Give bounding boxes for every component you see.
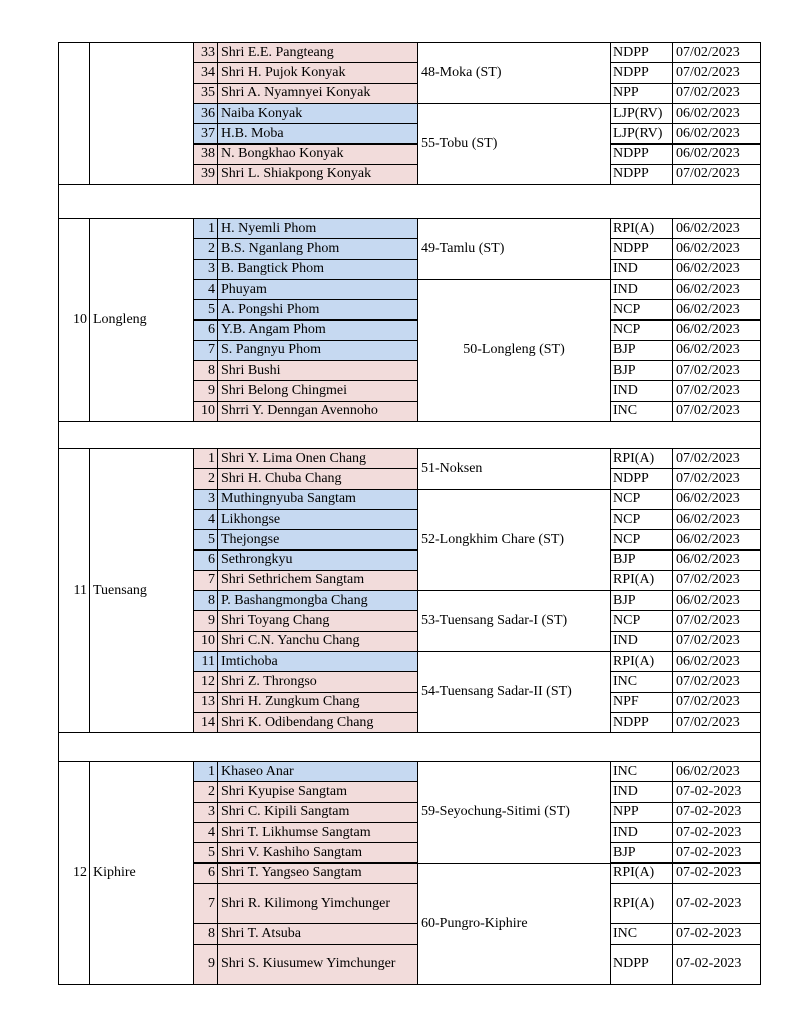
constituency-name: 55-Tobu (ST) bbox=[417, 103, 611, 185]
nomination-date: 06/02/2023 bbox=[672, 590, 761, 611]
candidate-name: Imtichoba bbox=[217, 651, 418, 672]
serial-number: 8 bbox=[193, 923, 218, 944]
nomination-date: 06/02/2023 bbox=[672, 340, 761, 361]
serial-number: 6 bbox=[193, 320, 218, 341]
party-name: RPI(A) bbox=[610, 570, 673, 591]
party-name: INC bbox=[610, 923, 673, 944]
serial-number: 9 bbox=[193, 380, 218, 401]
candidate-name: Sethrongkyu bbox=[217, 550, 418, 571]
party-name: IND bbox=[610, 781, 673, 802]
serial-number: 9 bbox=[193, 610, 218, 631]
serial-number: 3 bbox=[193, 489, 218, 510]
constituency-name: 60-Pungro-Kiphire bbox=[417, 863, 611, 986]
party-name: NPP bbox=[610, 83, 673, 104]
candidate-name: P. Bashangmongba Chang bbox=[217, 590, 418, 611]
nomination-date: 07-02-2023 bbox=[672, 863, 761, 884]
party-name: BJP bbox=[610, 340, 673, 361]
candidate-name: Shri Sethrichem Sangtam bbox=[217, 570, 418, 591]
serial-number: 37 bbox=[193, 123, 218, 144]
candidate-name: Likhongse bbox=[217, 509, 418, 530]
serial-number: 8 bbox=[193, 590, 218, 611]
serial-number: 5 bbox=[193, 529, 218, 550]
candidate-name: Shri T. Atsuba bbox=[217, 923, 418, 944]
serial-number: 7 bbox=[193, 340, 218, 361]
candidate-name: Shri H. Chuba Chang bbox=[217, 468, 418, 489]
candidate-name: Shri Bushi bbox=[217, 360, 418, 381]
nomination-date: 07/02/2023 bbox=[672, 401, 761, 422]
serial-number: 4 bbox=[193, 509, 218, 530]
candidate-name: Shri A. Nyamnyei Konyak bbox=[217, 83, 418, 104]
district-name: Kiphire bbox=[89, 761, 194, 985]
candidate-name: B.S. Nganlang Phom bbox=[217, 238, 418, 259]
party-name: NDPP bbox=[610, 944, 673, 986]
serial-number: 39 bbox=[193, 164, 218, 185]
candidate-name: Shri C.N. Yanchu Chang bbox=[217, 631, 418, 652]
serial-number: 2 bbox=[193, 781, 218, 802]
serial-number: 13 bbox=[193, 692, 218, 713]
party-name: NPP bbox=[610, 802, 673, 823]
nomination-date: 07/02/2023 bbox=[672, 62, 761, 83]
nomination-date: 07/02/2023 bbox=[672, 164, 761, 185]
nomination-date: 07/02/2023 bbox=[672, 468, 761, 489]
nomination-date: 06/02/2023 bbox=[672, 550, 761, 571]
party-name: IND bbox=[610, 259, 673, 280]
party-name: INC bbox=[610, 671, 673, 692]
party-name: RPI(A) bbox=[610, 448, 673, 469]
nomination-date: 06/02/2023 bbox=[672, 103, 761, 124]
nomination-date: 06/02/2023 bbox=[672, 238, 761, 259]
candidate-name: S. Pangnyu Phom bbox=[217, 340, 418, 361]
candidate-name: Naiba Konyak bbox=[217, 103, 418, 124]
serial-number: 3 bbox=[193, 802, 218, 823]
party-name: NPF bbox=[610, 692, 673, 713]
nomination-date: 07-02-2023 bbox=[672, 923, 761, 944]
party-name: LJP(RV) bbox=[610, 123, 673, 144]
party-name: BJP bbox=[610, 590, 673, 611]
candidate-name: Thejongse bbox=[217, 529, 418, 550]
serial-number: 1 bbox=[193, 761, 218, 782]
nomination-date: 07/02/2023 bbox=[672, 570, 761, 591]
serial-number: 14 bbox=[193, 712, 218, 733]
nomination-date: 06/02/2023 bbox=[672, 144, 761, 165]
serial-number: 9 bbox=[193, 944, 218, 986]
party-name: INC bbox=[610, 761, 673, 782]
candidate-name: Shri L. Shiakpong Konyak bbox=[217, 164, 418, 185]
serial-number: 7 bbox=[193, 883, 218, 925]
candidate-name: Shri V. Kashiho Sangtam bbox=[217, 842, 418, 863]
serial-number: 10 bbox=[193, 631, 218, 652]
constituency-name: 50-Longleng (ST) bbox=[417, 279, 611, 422]
party-name: NCP bbox=[610, 489, 673, 510]
candidate-name: Shri Z. Throngso bbox=[217, 671, 418, 692]
nomination-date: 06/02/2023 bbox=[672, 123, 761, 144]
party-name: IND bbox=[610, 822, 673, 843]
party-name: NDPP bbox=[610, 62, 673, 83]
candidate-name: Shri Toyang Chang bbox=[217, 610, 418, 631]
nomination-date: 07/02/2023 bbox=[672, 42, 761, 63]
serial-number: 35 bbox=[193, 83, 218, 104]
candidate-name: Shri H. Pujok Konyak bbox=[217, 62, 418, 83]
nomination-date: 07/02/2023 bbox=[672, 448, 761, 469]
nomination-date: 06/02/2023 bbox=[672, 651, 761, 672]
party-name: NDPP bbox=[610, 468, 673, 489]
constituency-name: 51-Noksen bbox=[417, 448, 611, 490]
candidate-name: Shri T. Yangseo Sangtam bbox=[217, 863, 418, 884]
nomination-date: 07/02/2023 bbox=[672, 631, 761, 652]
nomination-date: 07-02-2023 bbox=[672, 781, 761, 802]
party-name: RPI(A) bbox=[610, 651, 673, 672]
serial-number: 1 bbox=[193, 448, 218, 469]
district-name: Longleng bbox=[89, 218, 194, 422]
nomination-date: 06/02/2023 bbox=[672, 320, 761, 341]
candidate-name: Shri Belong Chingmei bbox=[217, 380, 418, 401]
candidate-name: B. Bangtick Phom bbox=[217, 259, 418, 280]
serial-number: 38 bbox=[193, 144, 218, 165]
candidate-name: Shri C. Kipili Sangtam bbox=[217, 802, 418, 823]
serial-number: 5 bbox=[193, 842, 218, 863]
district-name bbox=[89, 42, 194, 185]
serial-number: 4 bbox=[193, 279, 218, 300]
nomination-date: 07-02-2023 bbox=[672, 842, 761, 863]
candidate-name: Khaseo Anar bbox=[217, 761, 418, 782]
candidate-name: Phuyam bbox=[217, 279, 418, 300]
candidate-name: Muthingnyuba Sangtam bbox=[217, 489, 418, 510]
nomination-date: 07/02/2023 bbox=[672, 83, 761, 104]
serial-number: 6 bbox=[193, 863, 218, 884]
constituency-name: 54-Tuensang Sadar-II (ST) bbox=[417, 651, 611, 733]
candidate-name: Shri Y. Lima Onen Chang bbox=[217, 448, 418, 469]
party-name: NCP bbox=[610, 320, 673, 341]
nomination-date: 06/02/2023 bbox=[672, 299, 761, 320]
candidate-name: Shri H. Zungkum Chang bbox=[217, 692, 418, 713]
party-name: BJP bbox=[610, 360, 673, 381]
nomination-date: 07/02/2023 bbox=[672, 712, 761, 733]
party-name: RPI(A) bbox=[610, 218, 673, 239]
serial-number: 33 bbox=[193, 42, 218, 63]
constituency-name: 59-Seyochung-Sitimi (ST) bbox=[417, 761, 611, 864]
serial-number: 12 bbox=[193, 671, 218, 692]
serial-number: 11 bbox=[193, 651, 218, 672]
nomination-date: 07-02-2023 bbox=[672, 944, 761, 986]
district-number: 10 bbox=[58, 218, 90, 422]
constituency-name: 48-Moka (ST) bbox=[417, 42, 611, 104]
party-name: LJP(RV) bbox=[610, 103, 673, 124]
nomination-date: 06/02/2023 bbox=[672, 218, 761, 239]
serial-number: 8 bbox=[193, 360, 218, 381]
constituency-name: 49-Tamlu (ST) bbox=[417, 218, 611, 280]
nomination-date: 07-02-2023 bbox=[672, 822, 761, 843]
serial-number: 6 bbox=[193, 550, 218, 571]
section-spacer bbox=[58, 732, 761, 762]
party-name: BJP bbox=[610, 842, 673, 863]
nomination-date: 07/02/2023 bbox=[672, 671, 761, 692]
party-name: NDPP bbox=[610, 42, 673, 63]
serial-number: 10 bbox=[193, 401, 218, 422]
candidate-name: Y.B. Angam Phom bbox=[217, 320, 418, 341]
nomination-date: 07/02/2023 bbox=[672, 380, 761, 401]
serial-number: 4 bbox=[193, 822, 218, 843]
serial-number: 7 bbox=[193, 570, 218, 591]
party-name: NDPP bbox=[610, 144, 673, 165]
nomination-date: 06/02/2023 bbox=[672, 529, 761, 550]
district-number: 11 bbox=[58, 448, 90, 733]
nomination-date: 06/02/2023 bbox=[672, 509, 761, 530]
nomination-date: 06/02/2023 bbox=[672, 279, 761, 300]
candidate-name: A. Pongshi Phom bbox=[217, 299, 418, 320]
section-spacer bbox=[58, 184, 761, 219]
party-name: RPI(A) bbox=[610, 863, 673, 884]
party-name: BJP bbox=[610, 550, 673, 571]
serial-number: 36 bbox=[193, 103, 218, 124]
nomination-date: 06/02/2023 bbox=[672, 489, 761, 510]
serial-number: 2 bbox=[193, 238, 218, 259]
candidate-name: H. Nyemli Phom bbox=[217, 218, 418, 239]
party-name: IND bbox=[610, 631, 673, 652]
candidate-name: Shri E.E. Pangteang bbox=[217, 42, 418, 63]
party-name: NCP bbox=[610, 509, 673, 530]
nomination-date: 07-02-2023 bbox=[672, 802, 761, 823]
nomination-date: 06/02/2023 bbox=[672, 259, 761, 280]
candidate-name: Shri Kyupise Sangtam bbox=[217, 781, 418, 802]
serial-number: 34 bbox=[193, 62, 218, 83]
serial-number: 3 bbox=[193, 259, 218, 280]
candidate-name: Shri S. Kiusumew Yimchunger bbox=[217, 944, 418, 986]
constituency-name: 53-Tuensang Sadar-I (ST) bbox=[417, 590, 611, 652]
candidate-name: Shri T. Likhumse Sangtam bbox=[217, 822, 418, 843]
candidate-name: Shri R. Kilimong Yimchunger bbox=[217, 883, 418, 925]
party-name: NDPP bbox=[610, 238, 673, 259]
candidate-name: Shri K. Odibendang Chang bbox=[217, 712, 418, 733]
party-name: NCP bbox=[610, 610, 673, 631]
serial-number: 2 bbox=[193, 468, 218, 489]
section-spacer bbox=[58, 421, 761, 449]
nomination-date: 07-02-2023 bbox=[672, 883, 761, 925]
district-name: Tuensang bbox=[89, 448, 194, 733]
party-name: RPI(A) bbox=[610, 883, 673, 925]
serial-number: 5 bbox=[193, 299, 218, 320]
nomination-date: 07/02/2023 bbox=[672, 610, 761, 631]
nomination-date: 07/02/2023 bbox=[672, 360, 761, 381]
nomination-date: 07/02/2023 bbox=[672, 692, 761, 713]
party-name: NDPP bbox=[610, 164, 673, 185]
candidate-name: N. Bongkhao Konyak bbox=[217, 144, 418, 165]
serial-number: 1 bbox=[193, 218, 218, 239]
candidate-name: H.B. Moba bbox=[217, 123, 418, 144]
constituency-name: 52-Longkhim Chare (ST) bbox=[417, 489, 611, 592]
party-name: NCP bbox=[610, 529, 673, 550]
candidate-name: Shrri Y. Denngan Avennoho bbox=[217, 401, 418, 422]
party-name: INC bbox=[610, 401, 673, 422]
party-name: NDPP bbox=[610, 712, 673, 733]
party-name: IND bbox=[610, 380, 673, 401]
district-number: 12 bbox=[58, 761, 90, 985]
party-name: NCP bbox=[610, 299, 673, 320]
district-number bbox=[58, 42, 90, 185]
nomination-date: 06/02/2023 bbox=[672, 761, 761, 782]
party-name: IND bbox=[610, 279, 673, 300]
